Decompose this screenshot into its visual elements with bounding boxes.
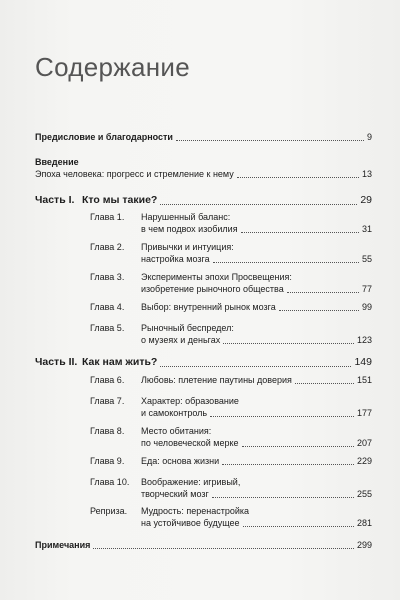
chapter-title-line1: Еда: основа жизни <box>141 456 220 466</box>
toc-chapter-6 <box>35 374 372 386</box>
toc-intro-heading: Введение <box>35 157 79 167</box>
part-label: Часть I. <box>35 194 75 206</box>
chapter-title-line2: творческий мозг <box>141 489 209 499</box>
toc-chapter-7 <box>35 395 372 419</box>
toc-entry-preface <box>35 131 372 143</box>
toc-chapter-5 <box>35 322 372 346</box>
leader-dots <box>160 204 357 205</box>
toc-chapter-1 <box>35 211 372 235</box>
chapter-title-line1: Нарушенный баланс: <box>141 212 231 222</box>
leader-dots <box>241 232 359 233</box>
toc-page-number: 99 <box>361 302 372 312</box>
chapter-title-line2: в чем подвох изобилия <box>141 224 238 234</box>
leader-dots <box>212 497 354 498</box>
chapter-title-line2: настройка мозга <box>141 254 210 264</box>
chapter-title-line1: Воображение: игривый, <box>141 477 241 487</box>
toc-page-number: 55 <box>361 254 372 264</box>
toc-page-number: 207 <box>356 438 372 448</box>
leader-dots <box>93 548 354 549</box>
toc-entry-text: Предисловие и благодарности <box>35 132 173 142</box>
toc-page-number: 13 <box>361 169 372 179</box>
chapter-title-line2: по человеческой мерке <box>141 438 239 448</box>
leader-dots <box>287 292 359 293</box>
chapter-title-line1: Привычки и интуиция: <box>141 242 234 252</box>
chapter-label: Глава 4. <box>90 302 125 312</box>
toc-page-number: 123 <box>356 335 372 345</box>
toc-entry-text: Примечания <box>35 540 91 550</box>
toc-chapter-reprise <box>35 505 372 529</box>
toc-page-number: 29 <box>360 194 372 206</box>
chapter-label: Глава 5. <box>90 323 125 333</box>
chapter-label: Глава 1. <box>90 212 125 222</box>
toc-entry-intro <box>35 168 372 180</box>
chapter-title-line1: Мудрость: перенастройка <box>141 506 250 516</box>
chapter-title-line1: Место обитания: <box>141 426 212 436</box>
chapter-label: Глава 6. <box>90 375 125 385</box>
chapter-title-line2: на устойчивое будущее <box>141 518 240 528</box>
toc-page-number: 151 <box>356 375 372 385</box>
chapter-title-line2: о музеях и деньгах <box>141 335 221 345</box>
toc-entry-text: Эпоха человека: прогресс и стремление к нему <box>35 169 234 179</box>
toc-chapter-3 <box>35 271 372 295</box>
toc-part-1 <box>35 193 372 207</box>
chapter-label: Глава 2. <box>90 242 125 252</box>
toc-page-number: 149 <box>354 356 372 368</box>
toc-chapter-8 <box>35 425 372 449</box>
leader-dots <box>210 416 354 417</box>
chapter-title-line1: Характер: образование <box>141 396 239 406</box>
toc-page-number: 9 <box>366 132 372 142</box>
leader-dots <box>176 140 364 141</box>
leader-dots <box>242 446 354 447</box>
chapter-label: Глава 7. <box>90 396 125 406</box>
toc-page-number: 177 <box>356 408 372 418</box>
leader-dots <box>237 177 359 178</box>
toc-chapter-10 <box>35 476 372 500</box>
toc-chapter-9 <box>35 455 372 467</box>
part-label: Часть II. <box>35 356 78 368</box>
toc-page-number: 255 <box>356 489 372 499</box>
leader-dots <box>243 526 354 527</box>
leader-dots <box>213 262 359 263</box>
chapter-title-line1: Рыночный беспредел: <box>141 323 234 333</box>
chapter-label: Глава 8. <box>90 426 125 436</box>
chapter-title-line1: Выбор: внутренний рынок мозга <box>141 302 276 312</box>
leader-dots <box>223 343 354 344</box>
toc-entry-notes <box>35 539 372 551</box>
chapter-label: Глава 10. <box>90 477 130 487</box>
toc-page-number: 281 <box>356 518 372 528</box>
part-title: Как нам жить? <box>82 356 158 368</box>
chapter-label: Реприза. <box>90 506 128 516</box>
toc-page-number: 77 <box>361 284 372 294</box>
chapter-title-line1: Эксперименты эпохи Просвещения: <box>141 272 292 282</box>
toc-page-number: 229 <box>356 456 372 466</box>
leader-dots <box>160 366 351 367</box>
leader-dots <box>295 383 354 384</box>
toc-chapter-2 <box>35 241 372 265</box>
toc-chapter-4 <box>35 301 372 313</box>
chapter-title-line2: и самоконтроль <box>141 408 208 418</box>
toc-page-number: 31 <box>361 224 372 234</box>
chapter-title-line2: изобретение рыночного общества <box>141 284 284 294</box>
chapter-label: Глава 9. <box>90 456 125 466</box>
chapter-label: Глава 3. <box>90 272 125 282</box>
toc-part-2 <box>35 355 372 369</box>
toc-page-number: 299 <box>356 540 372 550</box>
leader-dots <box>222 464 354 465</box>
leader-dots <box>279 310 359 311</box>
page-title: Содержание <box>35 52 190 82</box>
part-title: Кто мы такие? <box>82 194 158 206</box>
chapter-title-line1: Любовь: плетение паутины доверия <box>141 375 292 385</box>
